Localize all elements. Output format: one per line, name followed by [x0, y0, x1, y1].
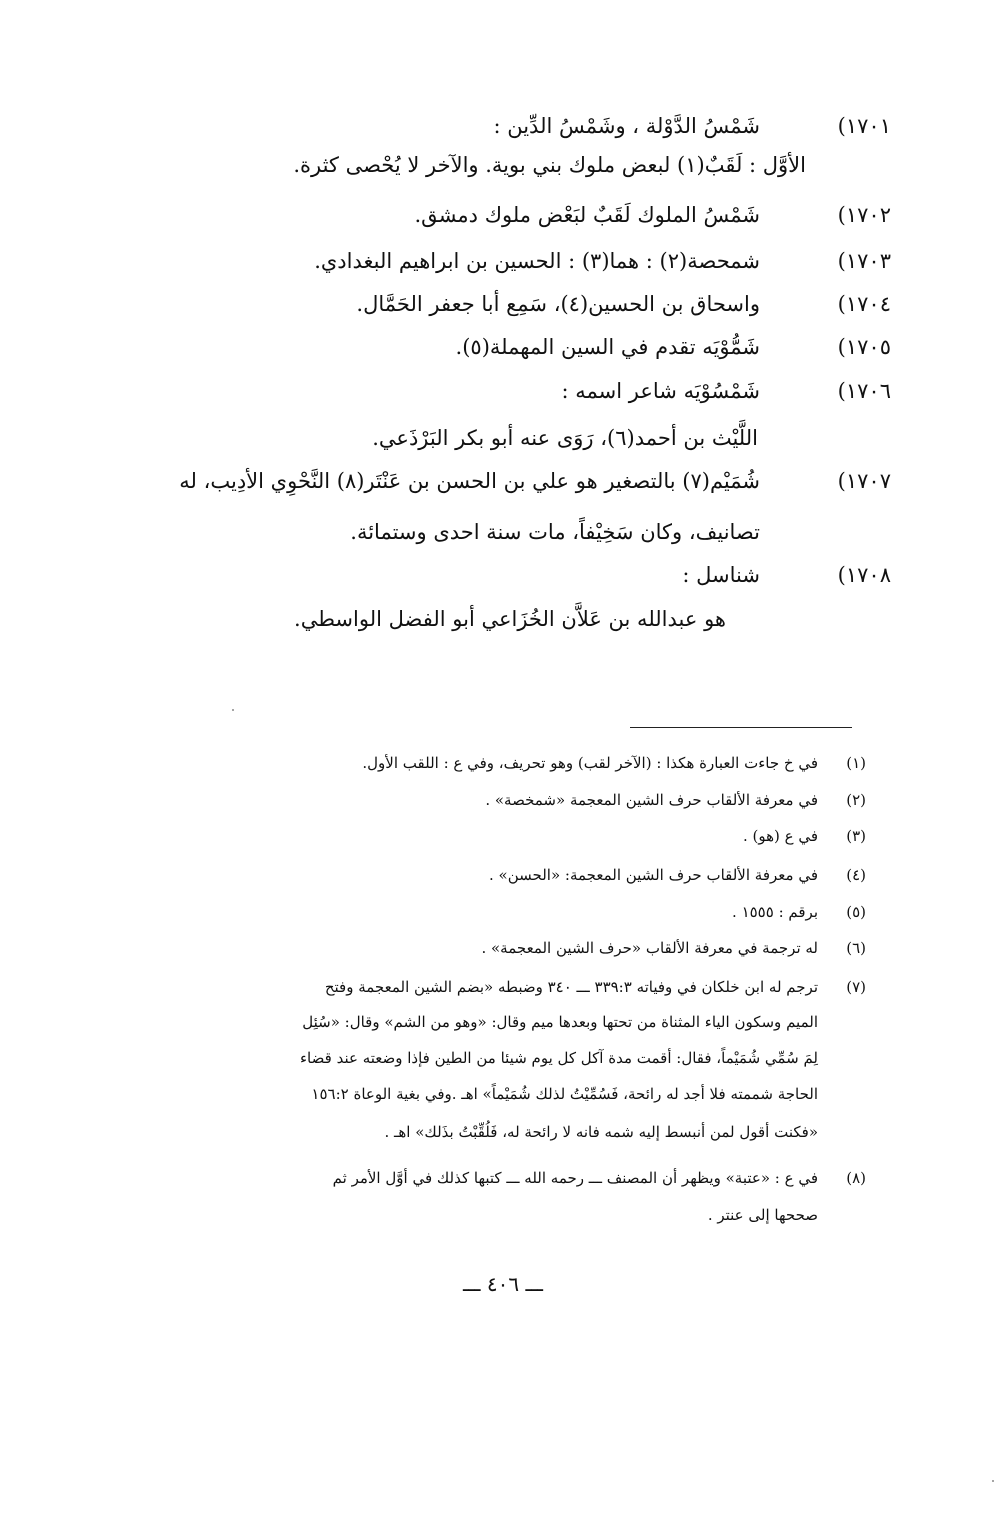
footnote-text: في ع : «عتبة» ويظهر أن المصنف ـــ رحمه الله ـــ كتبها كذلك في أوَّل الأمر ثم [332, 1169, 818, 1187]
page-number: ـــ ٤٠٦ ـــ [462, 1272, 544, 1296]
footnote-7-line-4: الحاجة شممته فلا أجد له رائحة، فَسُمِّيْتُ لذلك شُمَيْماً» اهـ .وفي بغية الوعاة ١٥٦:٢ [311, 1085, 818, 1103]
entry-number: ١٧٠١) [837, 114, 891, 138]
entry-number: ١٧٠٧) [837, 469, 891, 493]
entry-text: شُمَيْم(٧) بالتصغير هو علي بن الحسن بن عَنْتَر(٨) النَّحْوِي الأدِيب، له [179, 469, 760, 493]
footnote-text: في خ جاءت العبارة هكذا : (الآخر لقب) وهو تحريف، وفي ع : اللقب الأول. [362, 754, 818, 772]
footnote-divider [630, 727, 852, 728]
footnote-number: (٥) [846, 903, 866, 921]
footnote-number: (١) [846, 754, 866, 772]
footnote-text: في معرفة الألقاب حرف الشين المعجمة «شمخصة» . [485, 791, 818, 809]
entry-1701-continuation: الأوَّل : لَقَبٌ(١) لبعض ملوك بني بوية. والآخر لا يُحْصى كثرة. [293, 153, 806, 177]
entry-text: شمحصة(٢) : هما(٣) : الحسين بن ابراهيم البغدادي. [314, 249, 760, 273]
entry-number: ١٧٠٥) [837, 335, 891, 359]
entry-text: شَمْسُ الملوك لَقَبٌ لبَعْض ملوك دمشق. [414, 203, 760, 227]
footnote-number: (٤) [846, 866, 866, 884]
entry-text: شَمْسُوْيَه شاعر اسمه : [561, 379, 760, 403]
footnote-text: ترجم له ابن خلكان في وفياته ٣٣٩:٣ ـــ ٣٤٠ وضبطه «بضم الشين المعجمة وفتح [324, 978, 818, 996]
footnote-7-line-2: الميم وسكون الياء المثناة من تحتها وبعدها ميم وقال: «وهو من الشم» وقال: «سُئِل [302, 1013, 818, 1031]
footnote-number: (٨) [846, 1169, 866, 1187]
footnote-7-line-3: لِمَ سُمِّي شُمَيْماً، فقال: أقمت مدة آكل كل يوم شيئا من الطين فإذا وضعته عند قضاء [300, 1049, 818, 1067]
footnote-number: (٦) [846, 939, 866, 957]
entry-1708-continuation: هو عبدالله بن عَلاَّن الخُزَاعي أبو الفضل الواسطي. [294, 607, 726, 631]
footnote-7-line-5: «فكنت أقول لمن أنبسط إليه شمه فانه لا رائحة له، فَلُقِّبْتُ بذَلك» اهـ . [384, 1123, 818, 1141]
entry-text: شناسل : [682, 563, 760, 587]
entry-1707-continuation: تصانيف، وكان سَخِيْفاً، مات سنة احدى وستمائة. [350, 520, 760, 544]
entry-number: ١٧٠٣) [837, 249, 891, 273]
entry-number: ١٧٠٦) [837, 379, 891, 403]
footnote-8-line-2: صححها إلى عنتر . [707, 1206, 818, 1224]
entry-text: واسحاق بن الحسين(٤)، سَمِع أبا جعفر الحَمَّال. [356, 292, 760, 316]
entry-number: ١٧٠٨) [837, 563, 891, 587]
footnote-number: (٧) [846, 978, 866, 996]
entry-number: ١٧٠٤) [837, 292, 891, 316]
footnote-text: له ترجمة في معرفة الألقاب «حرف الشين المعجمة» . [481, 939, 818, 957]
footnote-text: برقم : ١٥٥٥ . [732, 903, 818, 921]
scan-speck [232, 709, 234, 711]
entry-number: ١٧٠٢) [837, 203, 891, 227]
entry-1706-continuation: اللَّيْث بن أحمد(٦)، رَوَى عنه أبو بكر البَرْذَعي. [372, 426, 758, 450]
footnote-text: في معرفة الألقاب حرف الشين المعجمة: «الحسن» . [489, 866, 818, 884]
footnote-text: في ع (هو) . [742, 827, 818, 845]
footnote-number: (٢) [846, 791, 866, 809]
scan-speck [992, 1480, 994, 1482]
footnote-number: (٣) [846, 827, 866, 845]
entry-text: شَمُّوْيَه تقدم في السين المهملة(٥). [455, 335, 760, 359]
entry-text: شَمْسُ الدَّوْلة ، وشَمْسُ الدِّين : [493, 114, 760, 138]
